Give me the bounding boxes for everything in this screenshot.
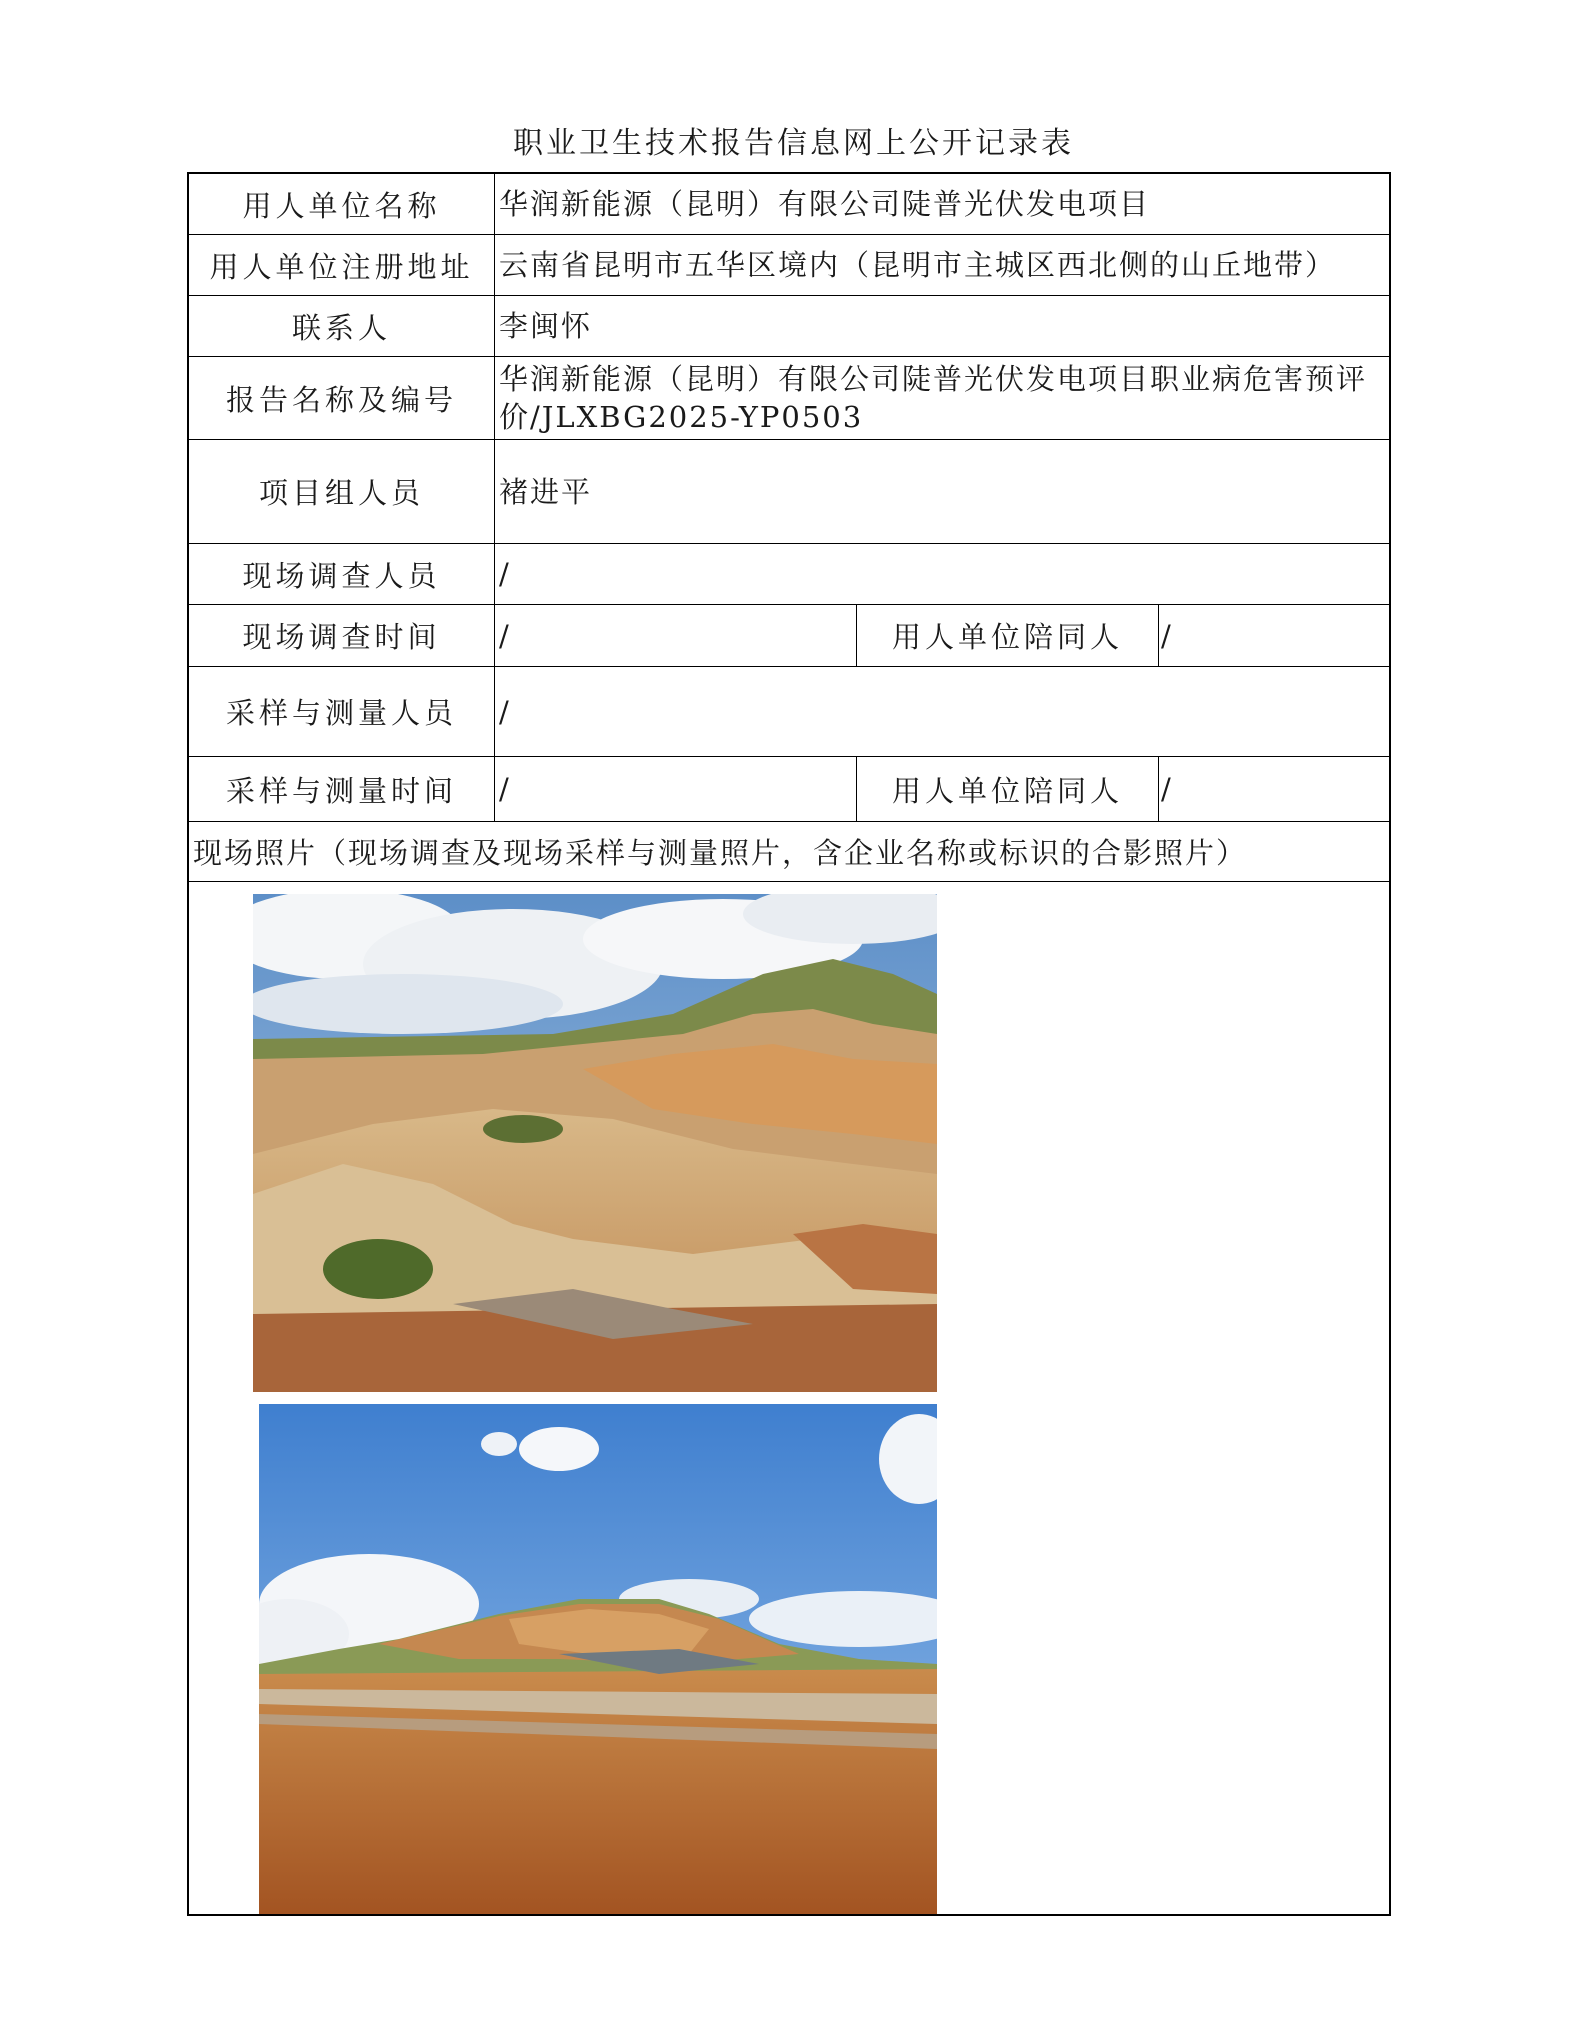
row-sampling-time: [189, 757, 1389, 822]
label-employer-address: 用人单位注册地址: [189, 235, 495, 295]
row-project-team: [189, 440, 1389, 544]
row-sampling-staff: [189, 667, 1389, 757]
value-survey-time: /: [495, 605, 857, 666]
value-employer-address: 云南省昆明市五华区境内（昆明市主城区西北侧的山丘地带）: [499, 248, 1337, 282]
photos-heading: 现场照片（现场调查及现场采样与测量照片，含企业名称或标识的合影照片）: [189, 822, 1389, 882]
value-employer-name: 华润新能源（昆明）有限公司陡普光伏发电项目: [499, 187, 1151, 221]
site-photo-quarry: [253, 894, 937, 1392]
value-survey-companion: /: [1161, 618, 1171, 653]
label-project-team: 项目组人员: [189, 440, 495, 543]
value-sampling-time: /: [495, 757, 857, 821]
label-survey-staff: 现场调查人员: [189, 544, 495, 604]
label-contact: 联系人: [189, 296, 495, 356]
row-employer-name: [189, 174, 1389, 235]
record-table: [187, 172, 1391, 1916]
row-report: [189, 357, 1389, 440]
value-project-team: 褚进平: [499, 474, 593, 509]
label-employer-name: 用人单位名称: [189, 174, 495, 234]
value-report: 华润新能源（昆明）有限公司陡普光伏发电项目职业病危害预评价/JLXBG2025-YP0503: [499, 362, 1368, 434]
label-survey-time: 现场调查时间: [189, 605, 495, 666]
label-sampling-time: 采样与测量时间: [189, 757, 495, 821]
row-contact: [189, 296, 1389, 357]
label-report: 报告名称及编号: [189, 357, 495, 439]
row-employer-address: [189, 235, 1389, 296]
value-sampling-staff: /: [499, 694, 511, 729]
label-sampling-staff: 采样与测量人员: [189, 667, 495, 756]
row-survey-staff: [189, 544, 1389, 605]
site-photo-hill: [259, 1404, 937, 1914]
row-survey-time: [189, 605, 1389, 667]
hill-photo-graphic: [259, 1404, 937, 1914]
label-sampling-companion: 用人单位陪同人: [857, 757, 1159, 821]
page-title: 职业卫生技术报告信息网上公开记录表: [513, 126, 1074, 161]
value-survey-staff: /: [499, 557, 511, 591]
quarry-photo-graphic: [253, 894, 937, 1392]
value-sampling-companion: /: [1161, 772, 1171, 806]
label-survey-companion: 用人单位陪同人: [857, 605, 1159, 666]
value-contact: 李闽怀: [499, 309, 593, 343]
